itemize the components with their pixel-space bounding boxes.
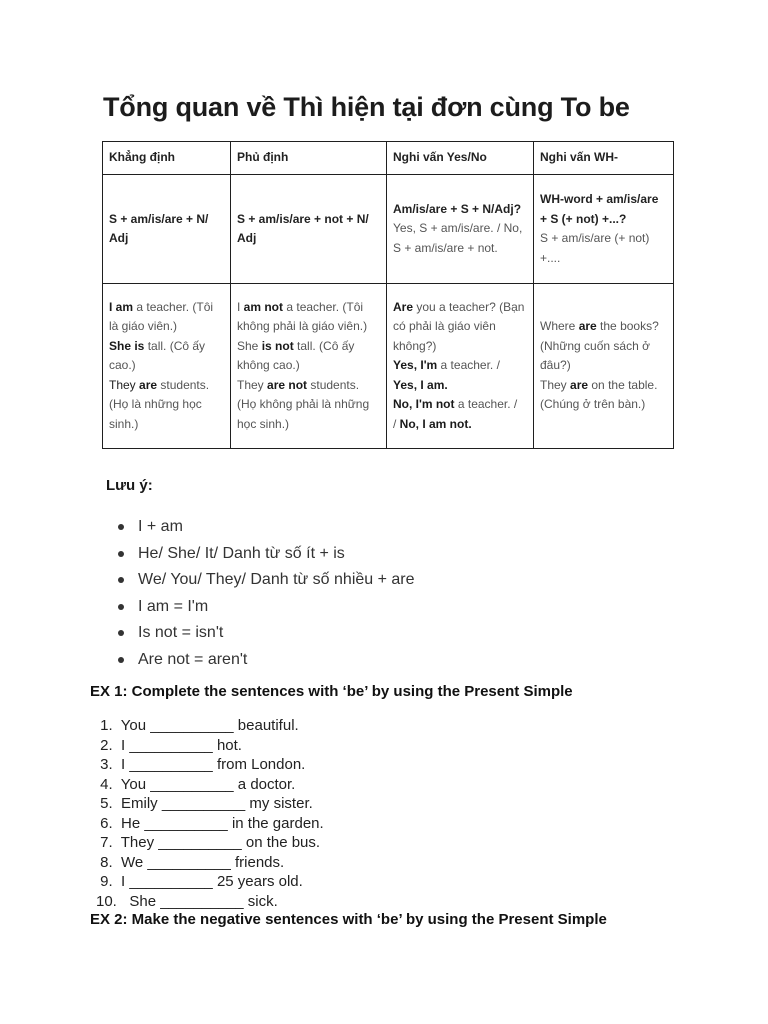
formula-negative bbox=[231, 175, 387, 284]
example-text: tall. (Cô ấy cao.) bbox=[109, 338, 206, 373]
list-item: Are not = aren't bbox=[118, 647, 415, 674]
example-yesno-answer bbox=[393, 395, 527, 415]
example-aff-line bbox=[109, 298, 224, 337]
bold-text: Yes, I'm bbox=[393, 358, 438, 373]
example-text: I bbox=[237, 299, 244, 314]
list-item: I am = I'm bbox=[118, 594, 415, 621]
exercise-item: 10. She __________ sick. bbox=[96, 892, 278, 910]
exercise-item: 7. They __________ on the bus. bbox=[96, 834, 321, 851]
example-aff-line bbox=[109, 337, 224, 376]
bold-text: are not bbox=[267, 377, 308, 392]
example-text: on the table. (Chúng ở trên bàn.) bbox=[540, 377, 658, 412]
header-negative: Phủ định bbox=[231, 142, 387, 175]
bold-text: I am bbox=[109, 299, 134, 314]
exercise-item: 5. Emily __________ my sister. bbox=[96, 795, 313, 812]
example-wh bbox=[534, 284, 674, 449]
header-wh: Nghi vấn WH- bbox=[534, 142, 674, 175]
example-yesno-answer bbox=[393, 376, 527, 396]
bold-text: is not bbox=[261, 338, 294, 353]
note-list bbox=[118, 514, 415, 673]
formula-wh-answer: S + am/is/are (+ not) +.... bbox=[540, 231, 650, 265]
example-text: the books? (Những cuốn sách ở đâu?) bbox=[540, 319, 659, 373]
table-header-row bbox=[103, 142, 674, 175]
example-neg-line bbox=[237, 376, 380, 435]
bold-text: are bbox=[139, 377, 158, 392]
example-text: a teacher. / bbox=[437, 358, 500, 373]
bold-text: are bbox=[578, 319, 597, 334]
example-text: students. (Họ là những học sinh.) bbox=[109, 377, 210, 431]
list-item: I + am bbox=[118, 514, 415, 541]
example-text: you a teacher? (Bạn có phải là giáo viên không?) bbox=[393, 299, 525, 353]
example-text: students. (Họ không phải là những học sinh.) bbox=[237, 377, 370, 431]
formula-yesno bbox=[387, 175, 534, 284]
bold-text: No, I'm not bbox=[393, 397, 455, 412]
grammar-table bbox=[102, 141, 674, 449]
example-yesno-answer bbox=[393, 356, 527, 376]
list-item: He/ She/ It/ Danh từ số ít + is bbox=[118, 541, 415, 568]
example-yesno-question bbox=[393, 298, 527, 357]
formula-affirmative bbox=[103, 175, 231, 284]
example-affirmative bbox=[103, 284, 231, 449]
example-neg-line bbox=[237, 337, 380, 376]
bold-text: Yes, I am. bbox=[393, 377, 448, 392]
bold-text: is bbox=[134, 338, 145, 353]
example-text: She bbox=[109, 338, 135, 353]
page-title: Tổng quan về Thì hiện tại đơn cùng To be bbox=[103, 92, 630, 122]
example-neg-line bbox=[237, 298, 380, 337]
exercise-item: 6. He __________ in the garden. bbox=[96, 814, 324, 832]
bold-text: are bbox=[570, 377, 589, 392]
example-text: a teacher. (Tôi là giáo viên.) bbox=[109, 299, 214, 334]
example-text: She bbox=[237, 338, 262, 353]
formula-wh bbox=[534, 175, 674, 284]
exercise-1-list bbox=[96, 716, 324, 911]
header-yesno: Nghi vấn Yes/No bbox=[387, 142, 534, 175]
example-text: a teacher. / bbox=[454, 397, 518, 412]
exercise-2-title: EX 2: Make the negative sentences with ‘be’ by using the Present Simple bbox=[90, 911, 607, 928]
formula-yesno-question: Am/is/are + S + N/Adj? bbox=[393, 201, 522, 216]
example-wh-answer bbox=[540, 376, 667, 415]
formula-affirmative-text: S + am/is/are + N/ Adj bbox=[109, 211, 209, 245]
formula-yesno-answer: Yes, S + am/is/are. / No, S + am/is/are + not. bbox=[393, 221, 523, 255]
header-affirmative: Khẳng định bbox=[103, 142, 231, 175]
example-text: a teacher. (Tôi không phải là giáo viên.) bbox=[237, 299, 368, 334]
example-text: Where bbox=[540, 319, 579, 334]
example-row bbox=[103, 284, 674, 449]
example-negative bbox=[231, 284, 387, 449]
exercise-item: 8. We __________ friends. bbox=[96, 853, 285, 871]
example-aff-line bbox=[109, 376, 224, 435]
example-text: They bbox=[109, 377, 140, 392]
list-item: Is not = isn't bbox=[118, 620, 415, 647]
exercise-item: 1. You __________ beautiful. bbox=[96, 717, 299, 734]
exercise-1-title: EX 1: Complete the sentences with ‘be’ by using the Present Simple bbox=[90, 683, 573, 700]
bold-text: am not bbox=[243, 299, 284, 314]
example-yesno bbox=[387, 284, 534, 449]
example-text: They bbox=[237, 377, 268, 392]
exercise-item: 3. I __________ from London. bbox=[96, 756, 306, 773]
bold-text: Are bbox=[393, 299, 414, 314]
example-yesno-answer: / No, I am not. bbox=[393, 416, 472, 431]
exercise-item: 2. I __________ hot. bbox=[96, 736, 242, 754]
list-item: We/ You/ They/ Danh từ số nhiều + are bbox=[118, 567, 415, 594]
example-text: They bbox=[540, 377, 571, 392]
formula-row bbox=[103, 175, 674, 284]
formula-negative-text: S + am/is/are + not + N/ Adj bbox=[237, 211, 369, 245]
example-wh-question bbox=[540, 317, 667, 376]
example-text: tall. (Cô ấy không cao.) bbox=[237, 338, 355, 373]
formula-wh-question: WH-word + am/is/are + S (+ not) +...? bbox=[540, 192, 659, 226]
exercise-item: 4. You __________ a doctor. bbox=[96, 775, 296, 793]
note-title: Lưu ý: bbox=[106, 477, 153, 494]
exercise-item: 9. I __________ 25 years old. bbox=[96, 873, 303, 890]
bold-text: No, I am not. bbox=[399, 416, 472, 431]
